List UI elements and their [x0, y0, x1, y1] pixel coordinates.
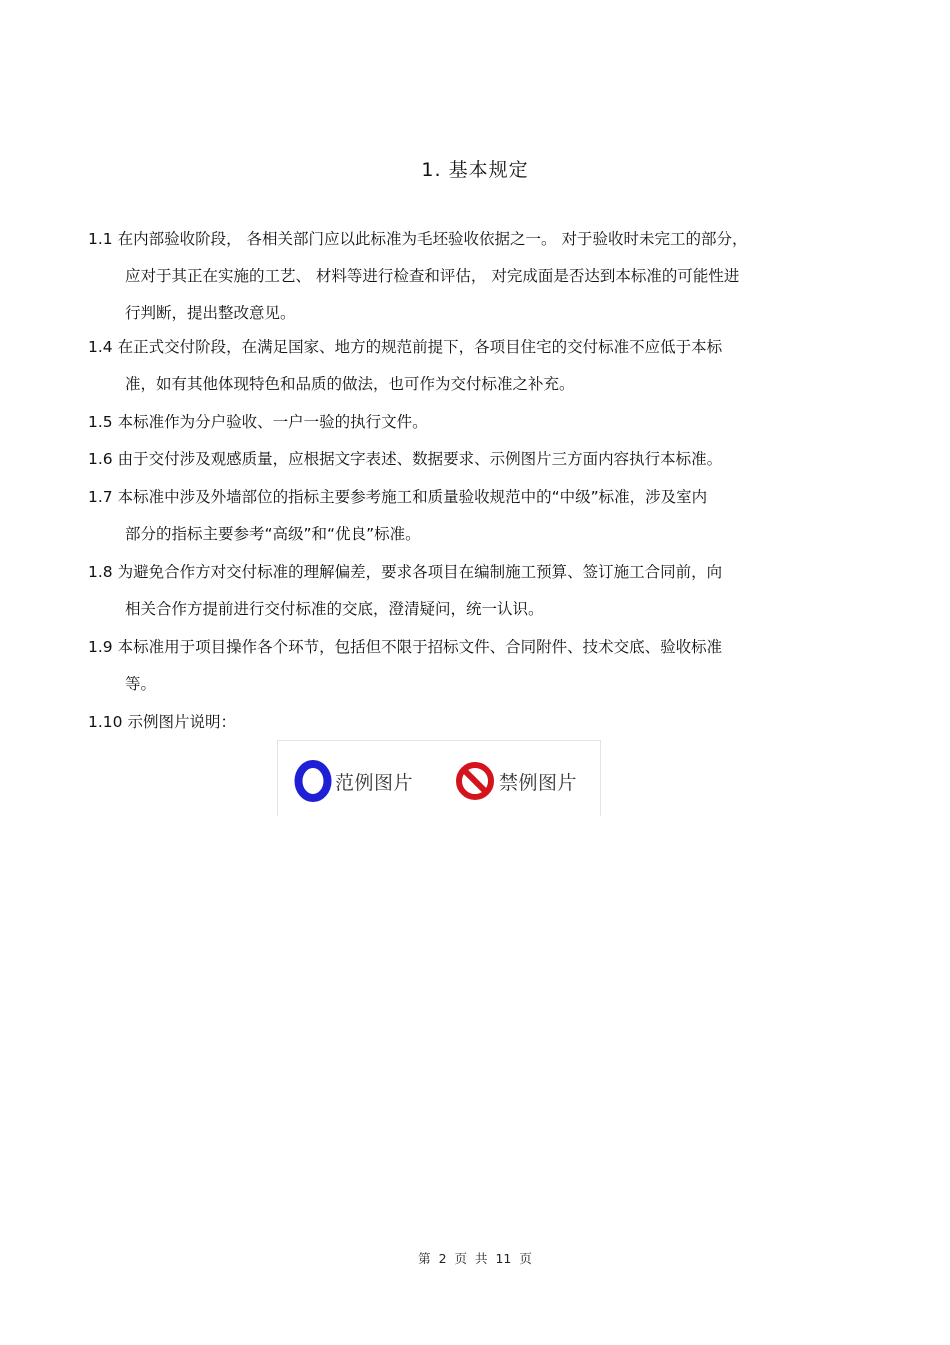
clause-text: 本标准作为分户验收、一户一验的执行文件。	[117, 413, 428, 431]
page-title: 1. 基本规定	[421, 159, 529, 181]
clause-number: 1.10	[88, 713, 123, 731]
clause-number: 1.6	[88, 450, 113, 468]
legend-good-example	[294, 759, 413, 803]
clause-text: 相关合作方提前进行交付标准的交底，澄清疑问，统一认识。	[125, 600, 544, 618]
clause-text: 等。	[125, 675, 157, 693]
clause-number: 1.5	[88, 413, 113, 431]
clause-text: 在内部验收阶段， 各相关部门应以此标准为毛坯验收依据之一。 对于验收时未完工的部分，	[117, 230, 748, 248]
clause-number: 1.7	[88, 488, 113, 506]
clause-1-7	[88, 479, 878, 553]
page-footer: 第 2 页 共 11 页	[418, 1251, 532, 1266]
clause-text: 本标准用于项目操作各个环节，包括但不限于招标文件、合同附件、技术交底、验收标准	[117, 638, 723, 656]
clause-1-10	[88, 704, 878, 741]
clause-text: 示例图片说明：	[127, 713, 236, 731]
clause-text: 在正式交付阶段，在满足国家、地方的规范前提下，各项目住宅的交付标准不应低于本标	[117, 338, 723, 356]
clause-1-4	[88, 329, 878, 403]
clause-1-6	[88, 441, 878, 478]
clause-number: 1.8	[88, 563, 113, 581]
clause-text: 应对于其正在实施的工艺、 材料等进行检查和评估， 对完成面是否达到本标准的可能性进	[125, 267, 740, 285]
example-image-legend	[277, 740, 601, 816]
clause-text: 行判断，提出整改意见。	[125, 304, 296, 322]
clause-1-9	[88, 629, 878, 703]
clause-text: 为避免合作方对交付标准的理解偏差，要求各项目在编制施工预算、签订施工合同前，向	[117, 563, 723, 581]
clause-text: 准，如有其他体现特色和品质的做法，也可作为交付标准之补充。	[125, 375, 575, 393]
legend-good-label: 范例图片	[335, 771, 414, 794]
clause-number: 1.4	[88, 338, 113, 356]
clause-number: 1.1	[88, 230, 113, 248]
clause-text: 由于交付涉及观感质量，应根据文字表述、数据要求、示例图片三方面内容执行本标准。	[117, 450, 723, 468]
prohibited-icon	[454, 759, 496, 803]
clause-1-8	[88, 554, 878, 628]
clause-number: 1.9	[88, 638, 113, 656]
blue-ring-icon	[294, 759, 332, 803]
clause-1-5	[88, 404, 878, 441]
legend-bad-example	[454, 759, 577, 803]
legend-bad-label: 禁例图片	[499, 771, 578, 794]
clause-text: 本标准中涉及外墙部位的指标主要参考施工和质量验收规范中的“中级”标准，涉及室内	[117, 488, 708, 506]
clause-1-1	[88, 221, 878, 332]
clause-text: 部分的指标主要参考“高级”和“优良”标准。	[125, 525, 421, 543]
